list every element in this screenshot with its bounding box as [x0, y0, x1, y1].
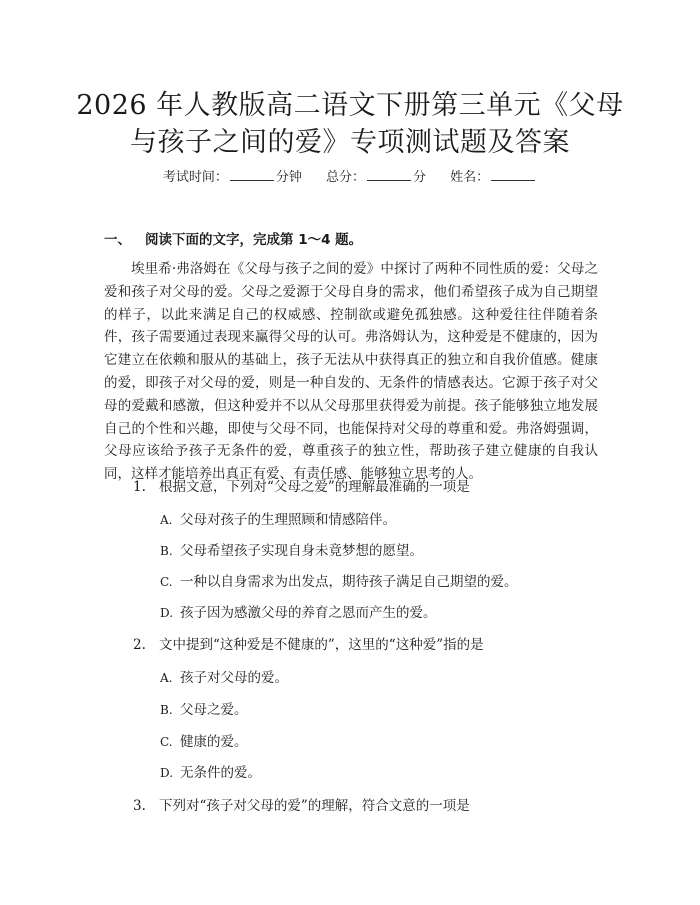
total-score-unit: 分 — [413, 170, 427, 185]
option-2d[interactable] — [160, 763, 261, 783]
option-1d[interactable] — [160, 603, 437, 623]
option-1a[interactable] — [160, 510, 396, 530]
option-letter: B. — [160, 703, 173, 717]
option-text: 孩子对父母的爱。 — [180, 670, 288, 686]
reading-passage: 埃里希·弗洛姆在《父母与孩子之间的爱》中探讨了两种不同性质的爱：父母之爱和孩子对父母的爱。父母之爱源于父母自身的需求，他们希望孩子成为自己期望的样子，以此来满足自己的权威感、控制欲或避免孤独感。这种爱往往伴随着条件，孩子需要通过表现来赢得父母的认可。弗洛姆认为，这种爱是不健康的，因为它建立在依赖和服从的基础上，孩子无法从中获得真正的独立和自我价值感。健康的爱，即孩子对父母的爱，则是一种自发的、无条件的情感表达。它源于孩子对父母的爱戴和感激，但这种爱并不以从父母那里获得爱为前提。孩子能够独立地发展自己的个性和兴趣，即使与父母不同，也能保持对父母的尊重和爱。弗洛姆强调，父母应该给予孩子无条件的爱，尊重孩子的独立性，帮助孩子建立健康的自我认同，这样才能培养出真正有爱、有责任感、能够独立思考的人。 — [104, 261, 598, 483]
question-number: 3. — [133, 798, 146, 814]
exam-time-blank[interactable] — [230, 168, 274, 181]
option-letter: C. — [160, 575, 173, 589]
option-text: 无条件的爱。 — [180, 765, 261, 781]
option-letter: D. — [160, 606, 174, 620]
student-name-blank[interactable] — [491, 168, 535, 181]
section-heading — [104, 230, 362, 250]
option-2c[interactable] — [160, 732, 248, 752]
option-letter: A. — [160, 671, 173, 685]
total-score-label: 总分： — [325, 170, 365, 185]
student-name-field — [450, 170, 537, 185]
option-2b[interactable] — [160, 700, 248, 720]
option-text: 父母希望孩子实现自身未竟梦想的愿望。 — [180, 543, 423, 559]
question-3 — [133, 796, 470, 816]
question-1 — [133, 477, 470, 497]
question-text: 下列对“孩子对父母的爱”的理解，符合文意的一项是 — [159, 798, 470, 814]
question-text: 文中提到“这种爱是不健康的”，这里的“这种爱”指的是 — [159, 637, 484, 653]
option-letter: A. — [160, 513, 173, 527]
option-letter: C. — [160, 735, 173, 749]
option-2a[interactable] — [160, 668, 288, 688]
exam-time-label: 考试时间： — [162, 170, 228, 185]
option-letter: D. — [160, 766, 174, 780]
option-1c[interactable] — [160, 572, 518, 592]
option-text: 一种以自身需求为出发点，期待孩子满足自己期望的爱。 — [180, 574, 518, 590]
total-score-field — [326, 170, 430, 185]
section-number: 一、 — [104, 232, 131, 248]
option-1b[interactable] — [160, 541, 423, 561]
student-name-label: 姓名： — [450, 170, 490, 185]
total-score-blank[interactable] — [367, 168, 411, 181]
question-number: 2. — [133, 637, 146, 653]
exam-time-unit: 分钟 — [275, 170, 302, 185]
question-number: 1. — [133, 479, 146, 495]
question-text: 根据文意，下列对“父母之爱”的理解最准确的一项是 — [159, 479, 470, 495]
option-text: 孩子因为感激父母的养育之恩而产生的爱。 — [180, 605, 437, 621]
exam-time-field — [163, 170, 306, 185]
question-2 — [133, 635, 484, 655]
option-text: 父母之爱。 — [180, 702, 248, 718]
exam-title-line-2: 与孩子之间的爱》专项测试题及答案 — [130, 127, 570, 158]
section-instruction: 阅读下面的文字，完成第 1～4 题。 — [145, 232, 363, 248]
option-letter: B. — [160, 544, 173, 558]
exam-info-line — [0, 168, 700, 188]
option-text: 父母对孩子的生理照顾和情感陪伴。 — [180, 512, 396, 528]
exam-title-line-1: 2026 年人教版高二语文下册第三单元《父母 — [76, 90, 624, 121]
option-text: 健康的爱。 — [180, 734, 248, 750]
